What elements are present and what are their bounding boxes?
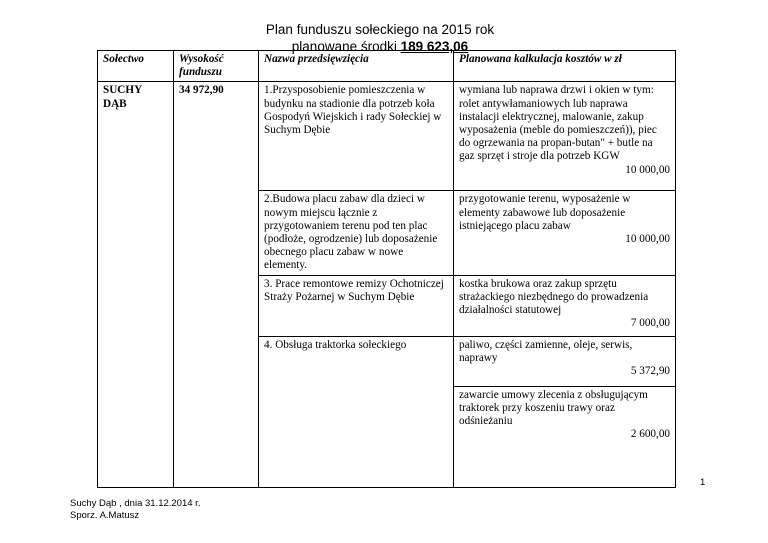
cost-description: paliwo, części zamienne, oleje, serwis, naprawy <box>459 338 633 364</box>
project-cell <box>259 275 454 336</box>
project-name: 4. Obsługa traktorka sołeckiego <box>264 338 407 351</box>
project-cell <box>259 191 454 275</box>
header-village: Sołectwo <box>98 51 174 82</box>
fund-plan-table <box>97 50 676 488</box>
title-line-1: Plan funduszu sołeckiego na 2015 rok <box>265 22 495 37</box>
cost-cell <box>454 191 676 275</box>
cost-description: przygotowanie terenu, wyposażenie w elementy zabawowe lub doposażenie istniejącego placu zabaw <box>459 193 631 232</box>
cost-amount: 7 000,00 <box>630 317 670 330</box>
project-name: 2.Budowa placu zabaw dla dzieci w nowym miejscu łącznie z przygotowaniem terenu pod ten plac (podłoże, ogrodzenie) lub doposażenie obecnego placu zabaw w nowe elementy. <box>264 193 438 272</box>
fund-amount: 34 972,90 <box>174 82 259 487</box>
cost-description: wymiana lub naprawa drzwi i okien w tym: rolet antywłamaniowych lub naprawa instalacji elektrycznej, malowanie, zakup wyposażenia (meble do pomieszczeń)), piec do ogrzewania na propan-butan" + butle na gaz sprzęt i stroje dla potrzeb KGW <box>459 84 657 163</box>
cost-cell <box>454 275 676 336</box>
cost-amount: 2 600,00 <box>630 428 670 441</box>
title-prefix: planowane środki <box>291 39 401 54</box>
project-cell <box>259 336 454 487</box>
cost-amount: 10 000,00 <box>625 163 670 176</box>
footer <box>70 498 200 522</box>
footer-author: Sporz. A.Matusz <box>70 510 140 521</box>
project-name: 3. Prace remontowe remizy Ochotniczej Straży Pożarnej w Suchym Dębie <box>264 277 444 303</box>
total-amount: 189 623,06 <box>400 39 469 54</box>
cost-description: kostka brukowa oraz zakup sprzętu strażackiego niezbędnego do prowadzenia działalności statutowej <box>459 277 649 317</box>
header-project: Nazwa przedsięwzięcia <box>259 51 454 82</box>
header-cost: Planowana kalkulacja kosztów w zł <box>454 51 676 82</box>
cost-amount: 10 000,00 <box>625 233 670 246</box>
cost-cell <box>454 82 676 191</box>
project-cell <box>259 82 454 191</box>
header-row <box>98 51 676 82</box>
table-row <box>98 82 676 191</box>
cost-cell <box>454 386 676 487</box>
project-name: 1.Przysposobienie pomieszczenia w budynku na stadionie dla potrzeb koła Gospodyń Wiejskich i rady Sołeckiej w Suchym Dębie <box>264 84 442 137</box>
cost-cell <box>454 336 676 386</box>
village-name: SUCHY DĄB <box>98 82 174 487</box>
footer-place-date: Suchy Dąb , dnia 31.12.2014 r. <box>70 498 201 509</box>
header-fund: Wysokość funduszu <box>174 51 259 82</box>
page-number: 1 <box>700 477 706 488</box>
cost-description: zawarcie umowy zlecenia z obsługującym traktorek przy koszeniu trawy oraz odśnieżaniu <box>459 388 648 428</box>
cost-amount: 5 372,90 <box>630 365 670 378</box>
